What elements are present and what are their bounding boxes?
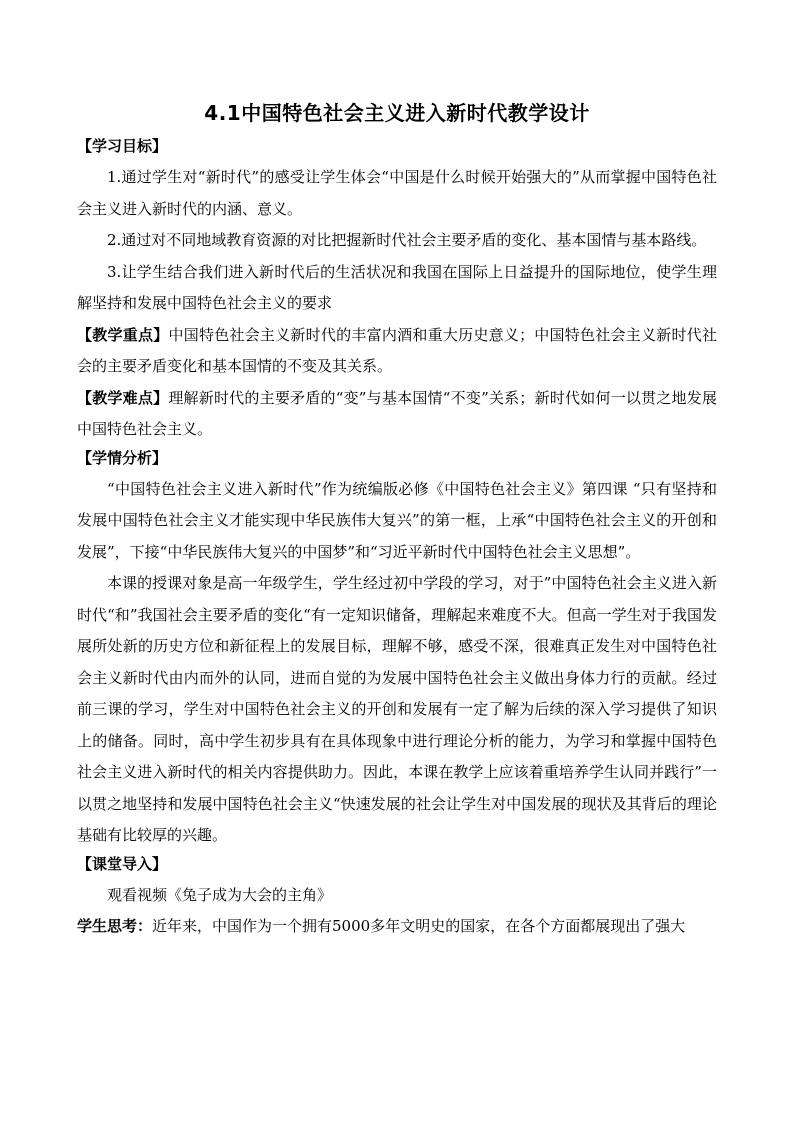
difficulties-text: 理解新时代的主要矛盾的“变”与基本国情“不变”关系；新时代如何一以贯之地发展中国特色社会主义。 [77, 388, 717, 438]
student-thinking-label: 学生思考： [77, 917, 153, 935]
intro-heading: 【课堂导入】 [77, 854, 168, 873]
document-body [77, 100, 717, 943]
key-points-label: 【教学重点】 [77, 325, 169, 344]
document-title: 4.1中国特色社会主义进入新时代教学设计 [204, 101, 590, 125]
student-thinking-paragraph [77, 911, 717, 943]
analysis-heading: 【学情分析】 [77, 448, 168, 467]
key-points-paragraph [77, 320, 717, 383]
student-thinking-text: 近年来，中国作为一个拥有5000多年文明史的国家，在各个方面都展现出了强大 [152, 917, 686, 935]
intro-video-line: 观看视频《兔子成为大会的主角》 [107, 885, 333, 904]
key-points-text: 中国特色社会主义新时代的丰富内酒和重大历史意义；中国特色社会主义新时代社会的主要矛盾变化和基本国情的不变及其关系。 [77, 325, 717, 375]
objective-item-3: 3.让学生结合我们进入新时代后的生活状况和我国在国际上日益提升的国际地位，使学生理解坚持和发展中国特色社会主义的要求 [77, 262, 717, 312]
difficulties-label: 【教学难点】 [77, 388, 169, 407]
analysis-paragraph-1: “中国特色社会主义进入新时代”作为统编版必修《中国特色社会主义》第四课 “只有坚持和发展中国特色社会主义才能实现中华民族伟大复兴”的第一框，上承“中国特色社会主义的开创和发展”，下接“中华民族伟大复兴的中国梦”和“习近平新时代中国特色社会主义思想”。 [77, 479, 717, 561]
difficulties-paragraph [77, 383, 717, 446]
objectives-heading: 【学习目标】 [77, 137, 168, 155]
objective-item-1: 1.通过学生对“新时代”的感受让学生体会“中国是什么时候开始强大的”从而掌握中国特色社会主义进入新时代的内涵、意义。 [77, 168, 717, 218]
objective-item-2: 2.通过对不同地域教育资源的对比把握新时代社会主要矛盾的变化、基本国情与基本路线。 [107, 231, 707, 249]
analysis-paragraph-2: 本课的授课对象是高一年级学生，学生经过初中学段的学习，对于”中国特色社会主义进入新时代“和”我国社会主要矛盾的变化“有一定知识储备，理解起来难度不大。但高一学生对于我国发展所处新的历史方位和新征程上的发展目标，理解不够，感受不深，很难真正发生对中国特色社会主义新时代由内而外的认同，进而自觉的为发展中国特色社会主义做出身体力行的贡献。经过前三课的学习，学生对中国特色社会主义的开创和发展有一定了解为后续的深入学习提供了知识上的储备。同时，高中学生初步具有在具体现象中进行理论分析的能力，为学习和掌握中国特色社会主义进入新时代的相关内容提供助力。因此，本课在教学上应该着重培养学生认同并践行”一以贯之地坚持和发展中国特色社会主义“快速发展的社会让学生对中国发展的现状及其背后的理论基础有比较厚的兴趣。 [77, 574, 717, 844]
